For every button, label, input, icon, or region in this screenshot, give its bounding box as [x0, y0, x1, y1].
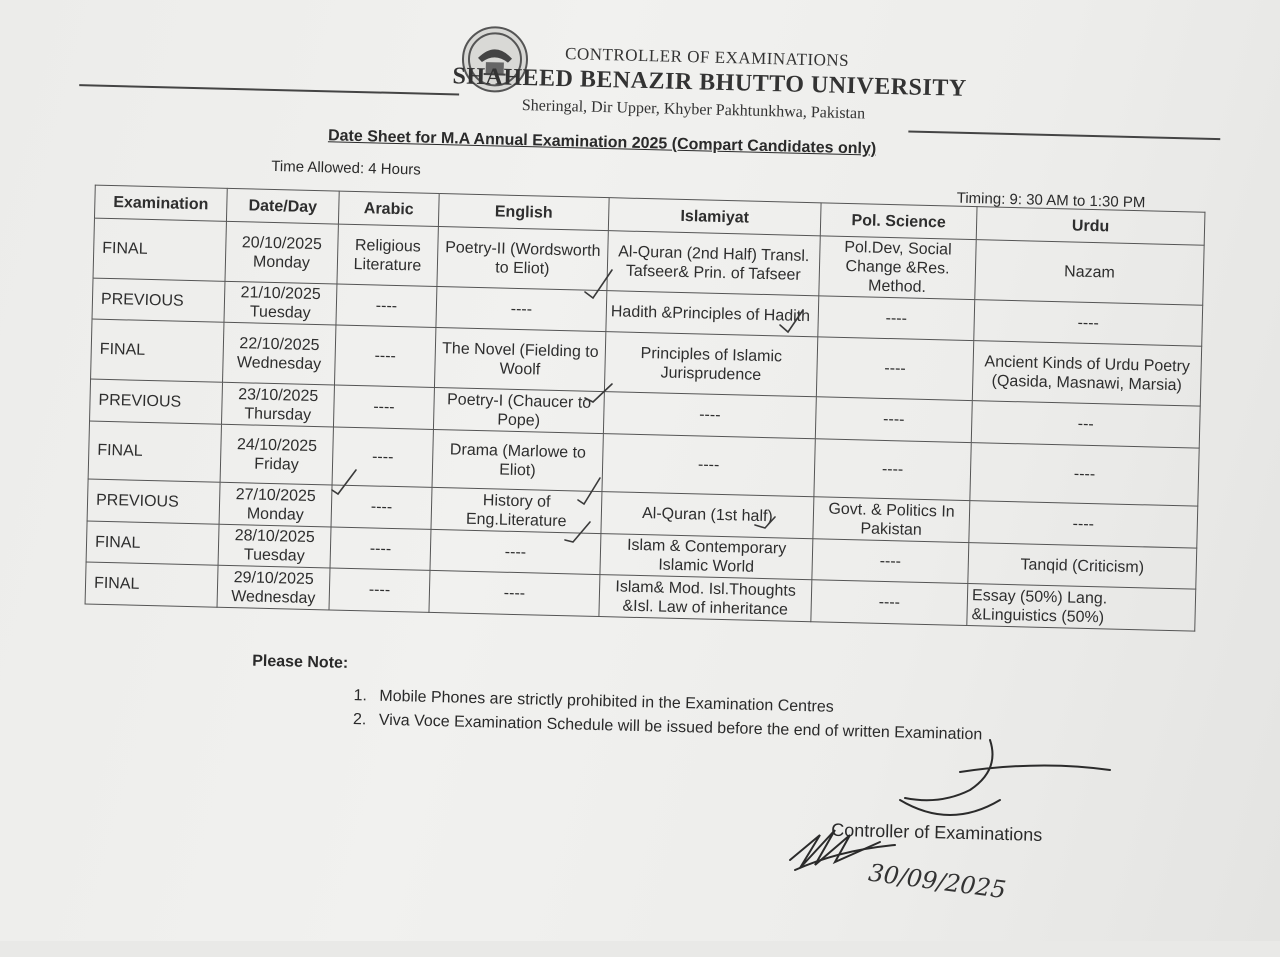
day-value: Thursday — [244, 404, 312, 424]
arabic-cell: ---- — [330, 527, 431, 570]
header-rule-left — [79, 84, 459, 95]
exam-cell: PREVIOUS — [90, 379, 223, 424]
exam-cell: FINAL — [85, 562, 218, 607]
english-cell: Poetry-II (Wordsworth to Eliot) — [437, 227, 608, 291]
arabic-cell: Religious Literature — [337, 224, 438, 286]
col-header: Urdu — [976, 207, 1205, 246]
date-value: 27/10/2025 — [235, 485, 317, 505]
arabic-cell: ---- — [332, 427, 433, 487]
col-header: Date/Day — [226, 188, 339, 224]
islamiyat-cell: ---- — [603, 392, 816, 439]
exam-cell: FINAL — [86, 521, 219, 565]
pol-science-cell: ---- — [818, 296, 975, 341]
document-title: Date Sheet for M.A Annual Examination 2025 (Compart Candidates only) — [327, 127, 877, 158]
arabic-cell: ---- — [334, 325, 435, 387]
urdu-cell: Nazam — [975, 240, 1204, 306]
english-cell: Drama (Marlowe to Eliot) — [432, 429, 603, 491]
islamiyat-text: Al-Quran (2nd Half) Transl. Tafseer& Prin. of Tafseer — [618, 242, 810, 284]
islamiyat-cell — [607, 231, 820, 296]
english-cell: Poetry-I (Chaucer to Pope) — [433, 387, 604, 433]
date-sheet-table — [85, 185, 1206, 632]
date-value: 20/10/2025 — [241, 233, 323, 253]
signatory-title: Controller of Examinations — [831, 819, 1043, 845]
date-cell — [225, 221, 338, 284]
date-cell — [217, 565, 330, 610]
exam-timing: Timing: 9: 30 AM to 1:30 PM — [956, 189, 1146, 212]
urdu-cell: Ancient Kinds of Urdu Poetry (Qasida, Masnawi, Marsia) — [972, 341, 1201, 407]
date-value: 21/10/2025 — [240, 284, 321, 304]
urdu-cell: ---- — [970, 443, 1199, 507]
islamiyat-cell: Hadith &Principles of Hadith — [606, 291, 819, 337]
arabic-cell: ---- — [336, 284, 437, 327]
date-value: 22/10/2025 — [239, 334, 320, 354]
date-value: 24/10/2025 — [236, 435, 318, 455]
day-value: Monday — [246, 504, 304, 524]
day-value: Tuesday — [243, 546, 305, 565]
exam-cell: PREVIOUS — [87, 479, 220, 524]
signature-date: 30/09/2025 — [866, 858, 1008, 905]
day-value: Monday — [252, 252, 311, 272]
english-cell: History of Eng.Literature — [431, 487, 602, 533]
university-address: Sheringal, Dir Upper, Khyber Pakhtunkhwa, Pakistan — [521, 97, 866, 123]
date-cell — [220, 424, 333, 485]
notes-section — [250, 653, 983, 751]
university-name: SHAHEED BENAZIR BHUTTO UNIVERSITY — [452, 63, 967, 102]
arabic-cell: ---- — [329, 568, 430, 612]
time-allowed: Time Allowed: 4 Hours — [271, 157, 421, 179]
date-cell — [224, 281, 337, 325]
exam-cell: FINAL — [91, 319, 224, 382]
urdu-cell: --- — [971, 401, 1200, 449]
english-cell: ---- — [429, 570, 600, 616]
pol-science-cell: ---- — [815, 397, 972, 443]
col-header: Islamiyat — [608, 198, 821, 236]
date-value: 28/10/2025 — [234, 527, 315, 547]
notes-title: Please Note: — [252, 652, 349, 672]
col-header: English — [438, 194, 609, 231]
date-value: 29/10/2025 — [233, 568, 314, 588]
urdu-cell: ---- — [974, 300, 1203, 347]
english-cell: The Novel (Fielding to Woolf — [434, 327, 605, 391]
pol-science-cell: ---- — [811, 580, 968, 626]
english-cell: ---- — [430, 529, 601, 574]
islamiyat-cell: Principles of Islamic Jurisprudence — [604, 332, 817, 397]
date-value: 23/10/2025 — [237, 385, 319, 405]
date-cell — [219, 482, 332, 527]
header-rule-right — [908, 130, 1220, 140]
day-value: Tuesday — [249, 303, 311, 322]
pol-science-cell: ---- — [812, 539, 969, 584]
english-cell: ---- — [436, 286, 607, 331]
islamiyat-cell: ---- — [602, 434, 815, 497]
note-item: 2. Viva Voce Examination Schedule will be issued before the end of written Examination — [371, 712, 983, 745]
exam-cell: FINAL — [93, 218, 226, 281]
arabic-cell: ---- — [333, 385, 434, 429]
date-cell — [223, 322, 336, 385]
date-cell — [218, 524, 331, 568]
note-item: 1. Mobile Phones are strictly prohibited in the Examination Centres — [371, 688, 983, 721]
urdu-cell: Tanqid (Criticism) — [968, 543, 1197, 590]
col-header: Examination — [94, 185, 227, 221]
col-header: Pol. Science — [820, 203, 977, 240]
islamiyat-cell: Al-Quran (1st half) — [601, 492, 814, 539]
controller-heading: CONTROLLER OF EXAMINATIONS — [564, 44, 850, 70]
pol-science-cell: Pol.Dev, Social Change &Res. Method. — [819, 236, 976, 300]
urdu-cell: Essay (50%) Lang. &Linguistics (50%) — [967, 584, 1196, 632]
col-header: Arabic — [338, 191, 439, 226]
day-value: Friday — [254, 455, 299, 474]
pol-science-cell: ---- — [814, 439, 971, 501]
pol-science-cell: ---- — [816, 337, 973, 401]
date-cell — [221, 382, 334, 427]
urdu-cell: ---- — [969, 501, 1198, 549]
islamiyat-cell: Islam & Contemporary Islamic World — [600, 534, 813, 580]
arabic-cell: ---- — [331, 485, 432, 529]
notes-list — [251, 685, 983, 745]
pol-science-cell: Govt. & Politics In Pakistan — [813, 497, 970, 543]
exam-cell: PREVIOUS — [92, 278, 225, 322]
islamiyat-cell: Islam& Mod. Isl.Thoughts &Isl. Law of inheritance — [599, 575, 812, 622]
day-value: Wednesday — [230, 587, 316, 607]
exam-cell: FINAL — [88, 421, 221, 482]
day-value: Wednesday — [236, 353, 322, 373]
